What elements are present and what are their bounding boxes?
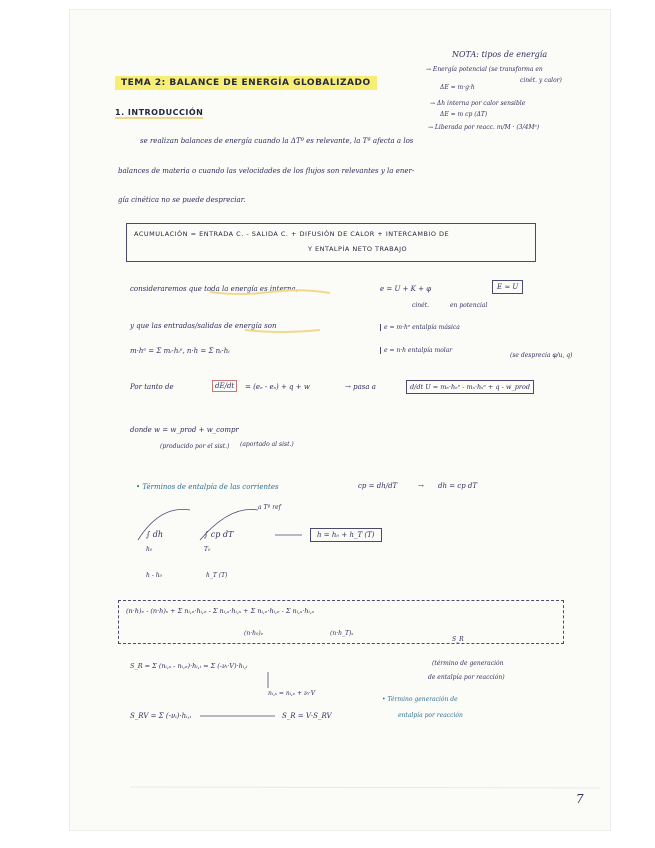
consider-boxed: E ≈ U	[492, 280, 523, 294]
enthalpy-dh: dh = cp dT	[438, 482, 478, 490]
inout-text: y que las entradas/salidas de energía son	[130, 322, 277, 330]
work-note-1: (producido por el sist.)	[160, 443, 230, 450]
balance-lhs: Por tanto de	[130, 383, 174, 391]
balance-box-line-2: Y ENTALPÍA NETO TRABAJO	[308, 245, 408, 253]
inout-eq1: e = m·hᵉ entalpía másica	[380, 324, 460, 331]
balance-rest: = (eₑ - eₛ) + q + w	[245, 383, 310, 391]
enthalpy-lower-1: h₀	[146, 546, 153, 553]
enthalpy-under-1: h - h₀	[146, 572, 162, 579]
sr-eq-1: S_R = Σ (nᵢ,ₛ - nᵢ,ₑ)·hᵢ,ᵢ = Σ (-νᵢ·V)·hᵢ,ᵢ	[130, 662, 248, 670]
inout-eq2: e = n·h entalpía molar	[380, 347, 452, 354]
enthalpy-lower-2: T₀	[204, 546, 211, 553]
balance-box-line-1: ACUMULACIÓN = ENTRADA C. - SALIDA C. + DIFUSIÓN DE CALOR + INTERCAMBIO DE	[134, 230, 450, 238]
enthalpy-bullet: • Términos de entalpía de las corrientes	[136, 483, 279, 491]
nota-line4: ΔE = m cp (ΔT)	[440, 111, 488, 118]
nota-line1b: cinét. y calor)	[520, 77, 562, 84]
enthalpy-integral-1: ∫ dh	[146, 530, 163, 539]
consider-eq: e = U + K + φ	[380, 285, 432, 293]
enthalpy-integral-2: ∫ cp dT	[204, 530, 234, 539]
sr-note-3: • Término generación de	[382, 696, 458, 703]
balance-frac: dE/dt	[212, 380, 237, 392]
big-equation-line: (n·h)ₑ - (n·h)ₛ + Σ nᵢ,ₑ·hᵢ,ₑ - Σ nᵢ,ₛ·hᵢ,ₛ + Σ nᵢ,ₑ·hᵢ,ₑ - Σ nᵢ,ₛ·hᵢ,ₛ	[126, 607, 315, 615]
nota-title: NOTA: tipos de energía	[452, 50, 548, 59]
sr-eq-2: S_RV = Σ (-νᵢ)·hᵢ,ᵢ	[130, 712, 192, 720]
enthalpy-arrow: →	[418, 482, 424, 490]
intro-line-2: balances de materia o cuando las velocidades de los flujos son relevantes y la ener-	[118, 167, 415, 175]
big-equation-under-2: (n·h_T)ₛ	[330, 630, 354, 637]
enthalpy-boxed: h = h₀ + h_T (T)	[310, 528, 382, 542]
nota-line1: → Energía potencial (se transforma en	[426, 66, 543, 73]
big-equation-under-1: (n·h₀)ₑ	[244, 630, 264, 637]
page-number: 7	[576, 792, 584, 806]
inout-note: (se desprecia φ/u, q)	[510, 352, 573, 359]
nota-line3: → Δh interna por calor sensible	[430, 100, 526, 107]
enthalpy-cp: cp = dh/dT	[358, 482, 398, 490]
nota-line2: ΔE = m·g·h	[440, 84, 475, 91]
work-line: donde w = w_prod + w_compr	[130, 426, 239, 434]
enthalpy-under-2: h_T (T)	[206, 572, 228, 579]
sr-eq-2b: S_R = V·S_RV	[282, 712, 332, 720]
consider-under-phi: en potencial	[450, 302, 488, 309]
balance-result: d/dt U = mₑ·hₑᵉ - mₛ·hₛᵉ + q - w_prod	[406, 380, 534, 394]
sr-note-1: (término de generación	[432, 660, 504, 667]
page-title: TEMA 2: BALANCE DE ENERGÍA GLOBALIZADO	[115, 76, 377, 90]
consider-text: consideraremos que toda la energía es interna,	[130, 285, 298, 293]
work-note-2: (aportado al sist.)	[240, 441, 294, 448]
inout-sums: m·hᵉ = Σ mᵢ·hᵢᵉ, n·h = Σ nᵢ·hᵢ	[130, 347, 230, 355]
sr-note-2: de entalpía por reacción)	[428, 674, 505, 681]
sr-eq-1b: nᵢ,ₛ = nᵢ,ₑ + νᵢ·V	[268, 690, 316, 697]
section-heading: 1. INTRODUCCIÓN	[115, 108, 204, 117]
balance-pasa: → pasa a	[345, 383, 376, 391]
sr-note-4: entalpía por reacción	[398, 712, 463, 719]
nota-line5: → Liberada por reacc. m/M · (3/4Mᵉ)	[428, 124, 540, 131]
intro-line-1: se realizan balances de energía cuando la ΔTº es relevante, la Tª afecta a los	[140, 137, 414, 145]
big-equation-under-3: S_R	[452, 636, 464, 643]
enthalpy-tref: a Tº ref	[258, 504, 281, 511]
consider-under-k: cinét.	[412, 302, 430, 309]
intro-line-3: gía cinética no se puede despreciar.	[118, 196, 246, 204]
